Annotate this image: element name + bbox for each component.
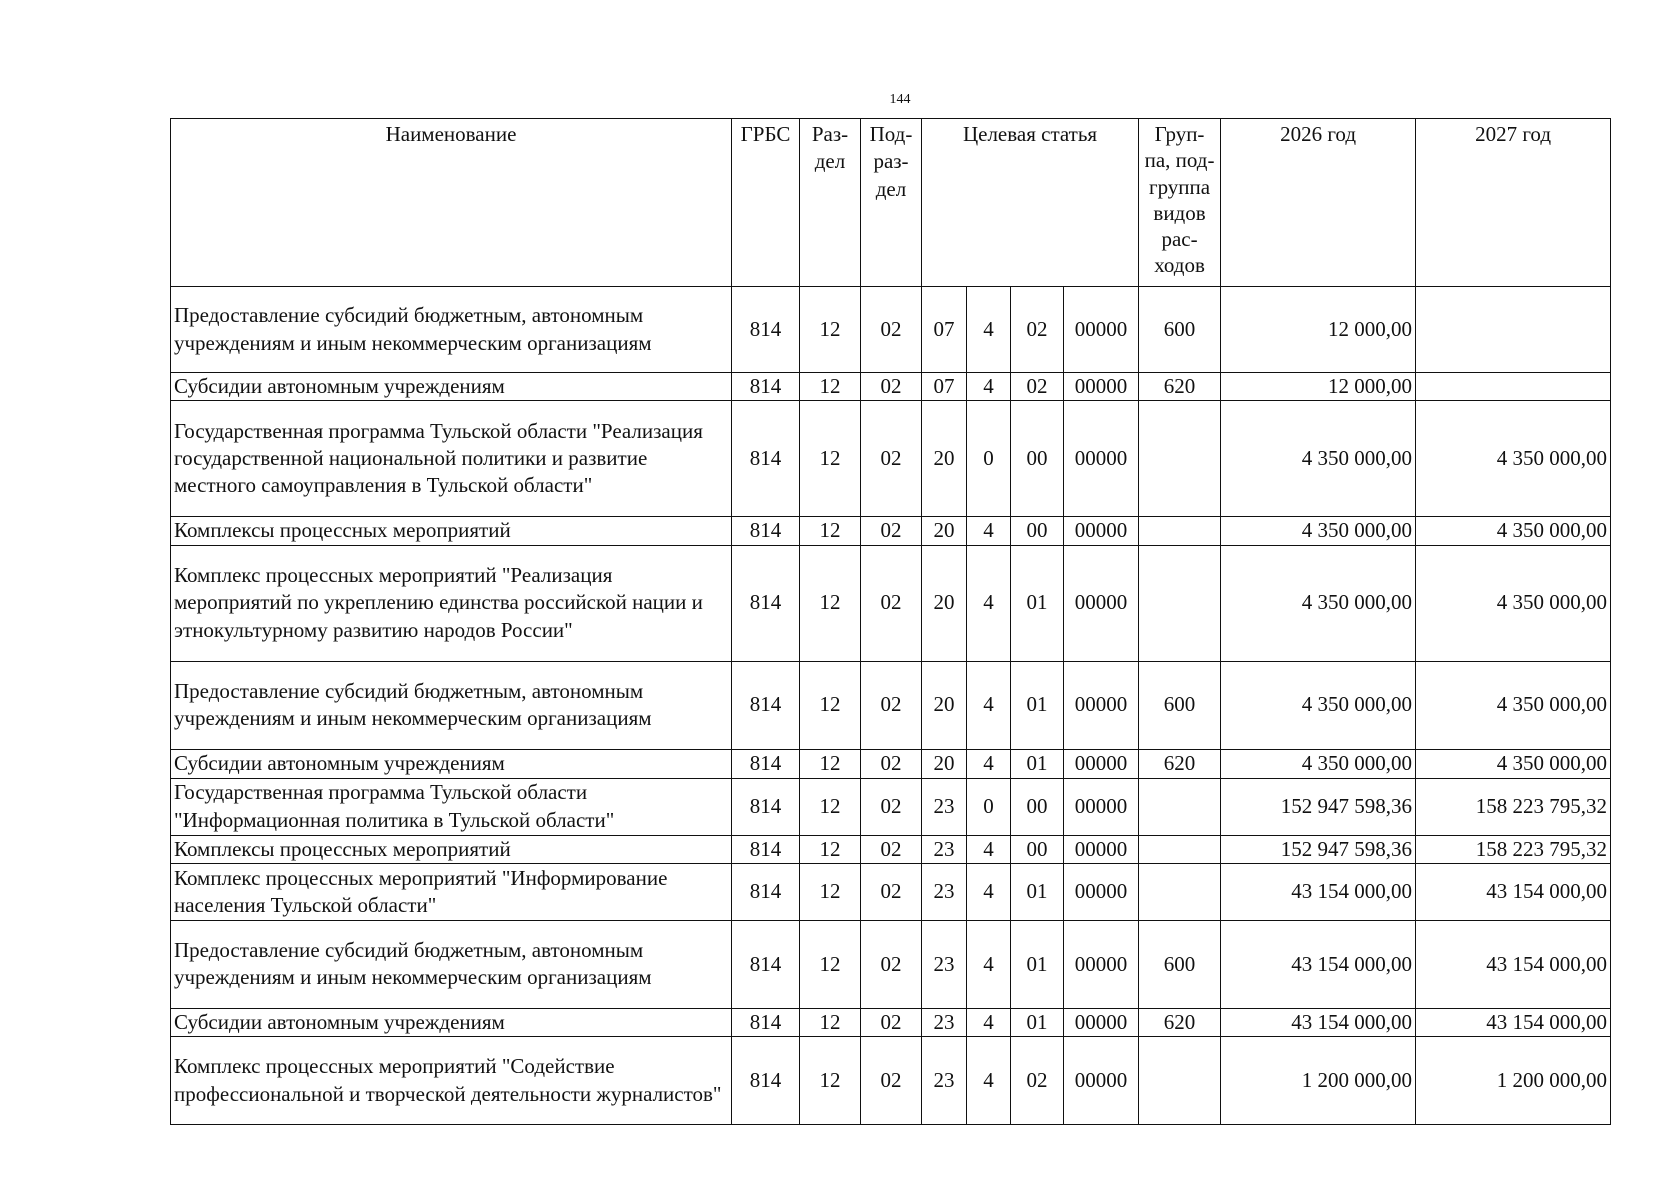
name-cell: Предоставление субсидий бюджетным, автономным учреждениям и иным некоммерческим организациям (171, 287, 732, 373)
amount-2027-cell: 4 350 000,00 (1416, 661, 1611, 749)
name-cell: Комплекс процессных мероприятий "Реализация мероприятий по укреплению единства российской нации и этнокультурному развитию народов России" (171, 545, 732, 661)
header-razdel: Раз- дел (800, 119, 861, 287)
podrazdel-cell: 02 (861, 778, 922, 835)
target-program-cell: 23 (922, 863, 967, 920)
header-name: Наименование (171, 119, 732, 287)
grbs-cell: 814 (732, 661, 800, 749)
budget-table (170, 118, 1611, 1125)
target-type-cell: 4 (967, 920, 1011, 1008)
razdel-cell: 12 (800, 749, 861, 778)
name-cell: Субсидии автономным учреждениям (171, 1008, 732, 1036)
amount-2027-cell: 4 350 000,00 (1416, 517, 1611, 545)
amount-2026-cell: 152 947 598,36 (1221, 778, 1416, 835)
table-row (171, 517, 1611, 545)
amount-2027-cell: 43 154 000,00 (1416, 863, 1611, 920)
grbs-cell: 814 (732, 373, 800, 401)
target-type-cell: 0 (967, 778, 1011, 835)
podrazdel-cell: 02 (861, 835, 922, 863)
header-grbs: ГРБС (732, 119, 800, 287)
grbs-cell: 814 (732, 517, 800, 545)
amount-2027-cell: 4 350 000,00 (1416, 401, 1611, 517)
podrazdel-cell: 02 (861, 749, 922, 778)
name-cell: Предоставление субсидий бюджетным, автономным учреждениям и иным некоммерческим организациям (171, 920, 732, 1008)
header-2026: 2026 год (1221, 119, 1416, 287)
podrazdel-cell: 02 (861, 1037, 922, 1125)
amount-2026-cell: 4 350 000,00 (1221, 749, 1416, 778)
razdel-cell: 12 (800, 517, 861, 545)
podrazdel-cell: 02 (861, 545, 922, 661)
grbs-cell: 814 (732, 863, 800, 920)
target-program-cell: 20 (922, 749, 967, 778)
target-type-cell: 4 (967, 1008, 1011, 1036)
podrazdel-cell: 02 (861, 661, 922, 749)
amount-2026-cell: 43 154 000,00 (1221, 863, 1416, 920)
table-row (171, 835, 1611, 863)
target-direction-cell: 00000 (1064, 1037, 1139, 1125)
target-subprogram-cell: 02 (1011, 1037, 1064, 1125)
podrazdel-cell: 02 (861, 517, 922, 545)
table-row (171, 863, 1611, 920)
expense-group-cell: 600 (1139, 661, 1221, 749)
table-row (171, 1037, 1611, 1125)
razdel-cell: 12 (800, 545, 861, 661)
table-row (171, 749, 1611, 778)
table-row (171, 1008, 1611, 1036)
target-type-cell: 4 (967, 545, 1011, 661)
target-subprogram-cell: 01 (1011, 863, 1064, 920)
grbs-cell: 814 (732, 835, 800, 863)
name-cell: Комплекс процессных мероприятий "Информирование населения Тульской области" (171, 863, 732, 920)
expense-group-cell (1139, 863, 1221, 920)
target-type-cell: 4 (967, 661, 1011, 749)
target-type-cell: 0 (967, 401, 1011, 517)
amount-2026-cell: 4 350 000,00 (1221, 517, 1416, 545)
name-cell: Комплексы процессных мероприятий (171, 835, 732, 863)
razdel-cell: 12 (800, 835, 861, 863)
expense-group-cell: 620 (1139, 1008, 1221, 1036)
table-row (171, 373, 1611, 401)
target-direction-cell: 00000 (1064, 835, 1139, 863)
razdel-cell: 12 (800, 373, 861, 401)
grbs-cell: 814 (732, 920, 800, 1008)
amount-2026-cell: 4 350 000,00 (1221, 661, 1416, 749)
target-subprogram-cell: 00 (1011, 401, 1064, 517)
grbs-cell: 814 (732, 778, 800, 835)
amount-2026-cell: 12 000,00 (1221, 287, 1416, 373)
amount-2027-cell: 43 154 000,00 (1416, 920, 1611, 1008)
target-program-cell: 20 (922, 545, 967, 661)
target-subprogram-cell: 02 (1011, 287, 1064, 373)
name-cell: Субсидии автономным учреждениям (171, 373, 732, 401)
target-type-cell: 4 (967, 287, 1011, 373)
amount-2027-cell (1416, 287, 1611, 373)
name-cell: Комплекс процессных мероприятий "Содействие профессиональной и творческой деятельности журналистов" (171, 1037, 732, 1125)
razdel-cell: 12 (800, 863, 861, 920)
header-podrazdel: Под- раз- дел (861, 119, 922, 287)
target-subprogram-cell: 01 (1011, 661, 1064, 749)
amount-2026-cell: 43 154 000,00 (1221, 920, 1416, 1008)
razdel-cell: 12 (800, 287, 861, 373)
razdel-cell: 12 (800, 778, 861, 835)
amount-2026-cell: 43 154 000,00 (1221, 1008, 1416, 1036)
amount-2026-cell: 4 350 000,00 (1221, 545, 1416, 661)
table-row (171, 545, 1611, 661)
table-row (171, 920, 1611, 1008)
target-type-cell: 4 (967, 373, 1011, 401)
target-program-cell: 23 (922, 1037, 967, 1125)
target-direction-cell: 00000 (1064, 749, 1139, 778)
target-subprogram-cell: 01 (1011, 1008, 1064, 1036)
target-direction-cell: 00000 (1064, 1008, 1139, 1036)
header-2027: 2027 год (1416, 119, 1611, 287)
expense-group-cell: 620 (1139, 749, 1221, 778)
name-cell: Субсидии автономным учреждениям (171, 749, 732, 778)
amount-2026-cell: 4 350 000,00 (1221, 401, 1416, 517)
target-type-cell: 4 (967, 1037, 1011, 1125)
target-subprogram-cell: 00 (1011, 835, 1064, 863)
target-program-cell: 23 (922, 920, 967, 1008)
expense-group-cell (1139, 517, 1221, 545)
amount-2027-cell: 158 223 795,32 (1416, 778, 1611, 835)
target-program-cell: 07 (922, 287, 967, 373)
target-program-cell: 07 (922, 373, 967, 401)
target-direction-cell: 00000 (1064, 863, 1139, 920)
table-row (171, 401, 1611, 517)
target-direction-cell: 00000 (1064, 778, 1139, 835)
header-target-article: Целевая статья (922, 119, 1139, 287)
razdel-cell: 12 (800, 401, 861, 517)
target-subprogram-cell: 00 (1011, 778, 1064, 835)
razdel-cell: 12 (800, 661, 861, 749)
expense-group-cell (1139, 401, 1221, 517)
podrazdel-cell: 02 (861, 287, 922, 373)
target-subprogram-cell: 00 (1011, 517, 1064, 545)
target-direction-cell: 00000 (1064, 920, 1139, 1008)
podrazdel-cell: 02 (861, 863, 922, 920)
grbs-cell: 814 (732, 287, 800, 373)
grbs-cell: 814 (732, 545, 800, 661)
grbs-cell: 814 (732, 749, 800, 778)
podrazdel-cell: 02 (861, 373, 922, 401)
target-type-cell: 4 (967, 835, 1011, 863)
amount-2027-cell: 43 154 000,00 (1416, 1008, 1611, 1036)
table-body (171, 287, 1611, 1125)
name-cell: Предоставление субсидий бюджетным, автономным учреждениям и иным некоммерческим организациям (171, 661, 732, 749)
amount-2027-cell: 1 200 000,00 (1416, 1037, 1611, 1125)
target-program-cell: 23 (922, 1008, 967, 1036)
target-direction-cell: 00000 (1064, 373, 1139, 401)
target-program-cell: 23 (922, 778, 967, 835)
razdel-cell: 12 (800, 1008, 861, 1036)
razdel-cell: 12 (800, 920, 861, 1008)
page-number: 144 (889, 92, 911, 107)
name-cell: Государственная программа Тульской области "Реализация государственной национальной политики и развитие местного самоуправления в Тульской области" (171, 401, 732, 517)
target-program-cell: 20 (922, 517, 967, 545)
expense-group-cell (1139, 1037, 1221, 1125)
target-subprogram-cell: 01 (1011, 920, 1064, 1008)
expense-group-cell (1139, 545, 1221, 661)
name-cell: Государственная программа Тульской области "Информационная политика в Тульской области" (171, 778, 732, 835)
expense-group-cell: 620 (1139, 373, 1221, 401)
amount-2026-cell: 12 000,00 (1221, 373, 1416, 401)
expense-group-cell (1139, 778, 1221, 835)
target-type-cell: 4 (967, 863, 1011, 920)
target-direction-cell: 00000 (1064, 401, 1139, 517)
expense-group-cell (1139, 835, 1221, 863)
razdel-cell: 12 (800, 1037, 861, 1125)
amount-2026-cell: 152 947 598,36 (1221, 835, 1416, 863)
target-program-cell: 23 (922, 835, 967, 863)
header-expense-group: Груп- па, под- группа видов рас- ходов (1139, 119, 1221, 287)
grbs-cell: 814 (732, 401, 800, 517)
podrazdel-cell: 02 (861, 920, 922, 1008)
amount-2027-cell (1416, 373, 1611, 401)
podrazdel-cell: 02 (861, 1008, 922, 1036)
amount-2026-cell: 1 200 000,00 (1221, 1037, 1416, 1125)
expense-group-cell: 600 (1139, 920, 1221, 1008)
table-row (171, 661, 1611, 749)
grbs-cell: 814 (732, 1037, 800, 1125)
target-subprogram-cell: 01 (1011, 545, 1064, 661)
target-subprogram-cell: 02 (1011, 373, 1064, 401)
target-direction-cell: 00000 (1064, 517, 1139, 545)
header-row (171, 119, 1611, 287)
target-type-cell: 4 (967, 749, 1011, 778)
grbs-cell: 814 (732, 1008, 800, 1036)
target-type-cell: 4 (967, 517, 1011, 545)
target-direction-cell: 00000 (1064, 287, 1139, 373)
table-row (171, 778, 1611, 835)
amount-2027-cell: 158 223 795,32 (1416, 835, 1611, 863)
target-direction-cell: 00000 (1064, 545, 1139, 661)
expense-group-cell: 600 (1139, 287, 1221, 373)
podrazdel-cell: 02 (861, 401, 922, 517)
target-program-cell: 20 (922, 401, 967, 517)
amount-2027-cell: 4 350 000,00 (1416, 545, 1611, 661)
table-row (171, 287, 1611, 373)
target-subprogram-cell: 01 (1011, 749, 1064, 778)
amount-2027-cell: 4 350 000,00 (1416, 749, 1611, 778)
target-direction-cell: 00000 (1064, 661, 1139, 749)
target-program-cell: 20 (922, 661, 967, 749)
name-cell: Комплексы процессных мероприятий (171, 517, 732, 545)
